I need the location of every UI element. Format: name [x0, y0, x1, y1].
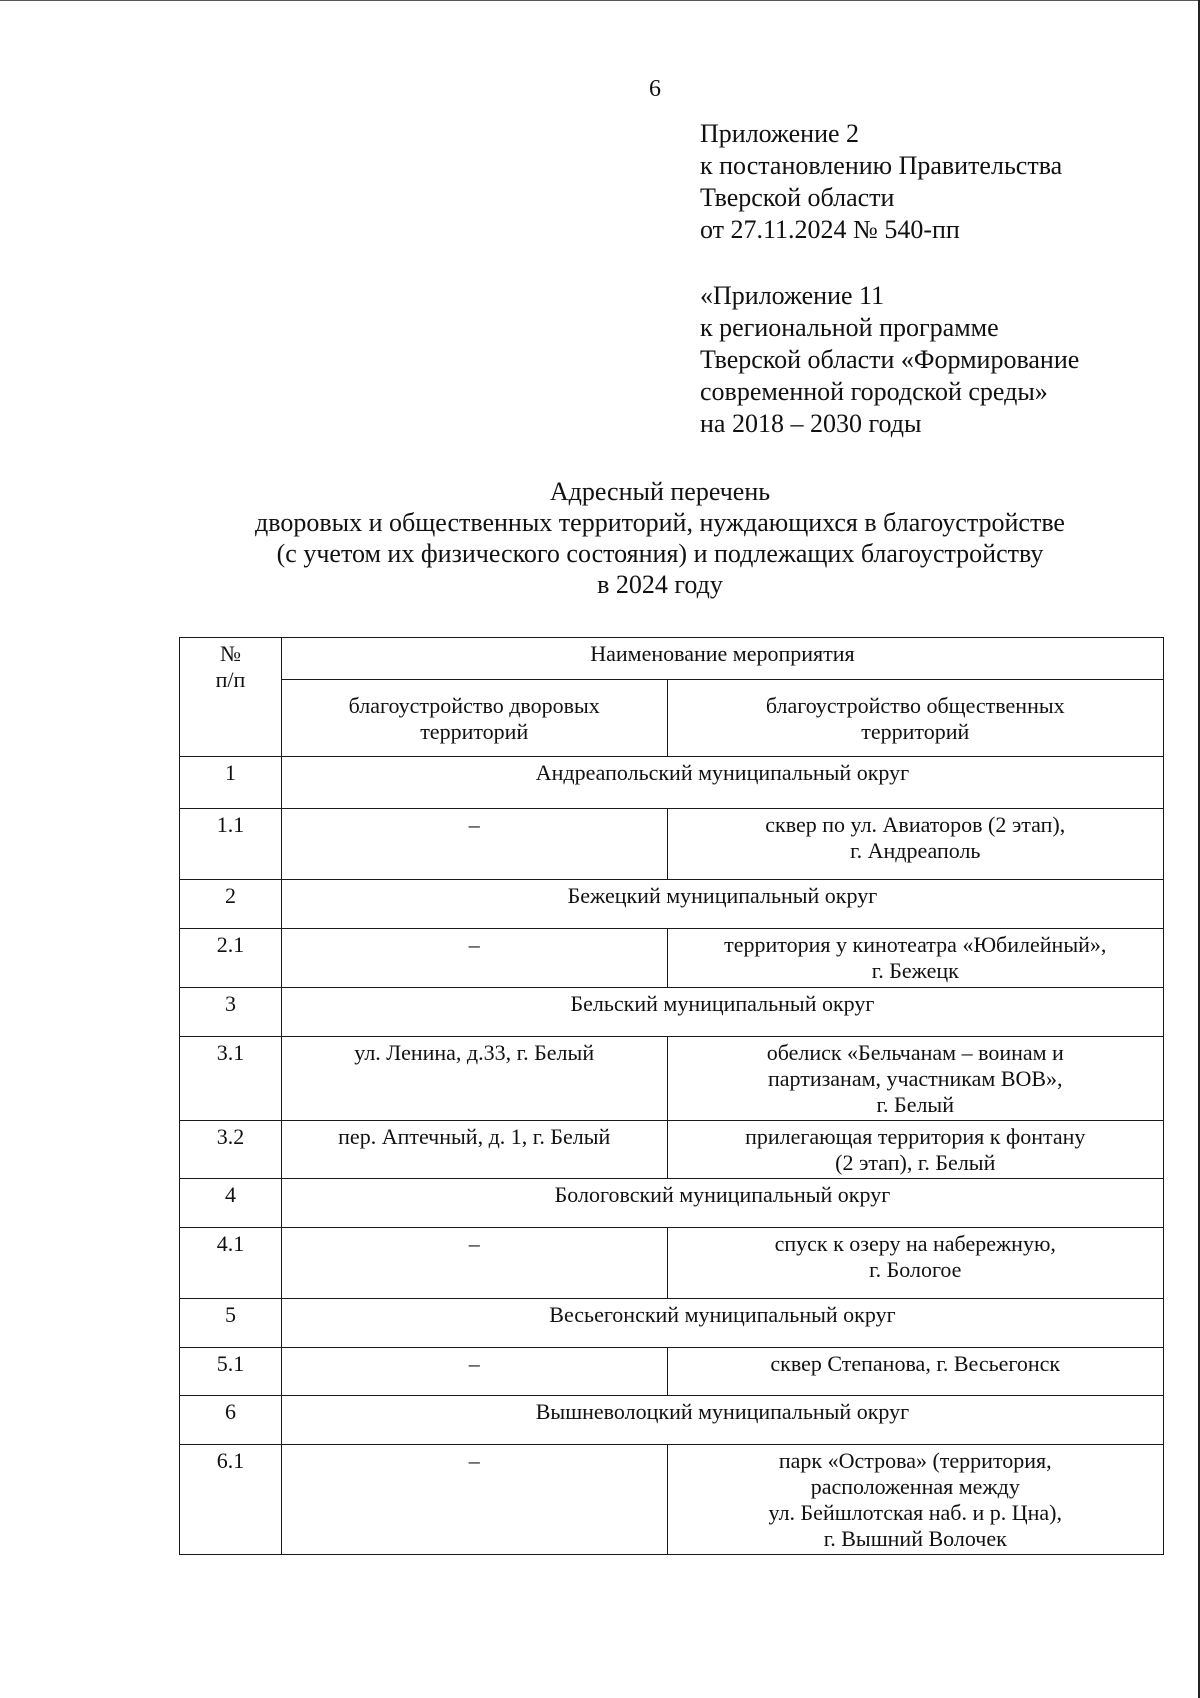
row-number-cell: 4.1: [180, 1228, 282, 1299]
table-row: [180, 929, 1164, 988]
public-territory-line: г. Белый: [876, 1092, 954, 1117]
public-territory-line: г. Бежецк: [871, 958, 959, 983]
header-yard-line: благоустройство дворовых: [348, 692, 600, 718]
appendix-line: от 27.11.2024 № 540-пп: [700, 215, 960, 244]
row-number-cell: 5: [180, 1299, 282, 1348]
yard-territory-line: –: [468, 1351, 480, 1376]
table-header-row: [180, 638, 1164, 680]
table-row: [180, 1348, 1164, 1396]
header-public-line: территорий: [861, 718, 970, 744]
district-group-row: [180, 757, 1164, 809]
program-appendix-header: [700, 280, 1079, 440]
page-number: 6: [649, 76, 661, 102]
row-number-cell: 3: [180, 988, 282, 1037]
header-num-line: №: [219, 641, 241, 666]
header-num-line: п/п: [215, 667, 246, 692]
address-list-table: [179, 637, 1164, 1555]
appendix-line: Приложение 2: [700, 119, 860, 148]
program-appendix-line: на 2018 – 2030 годы: [700, 409, 922, 438]
row-number-cell: 4: [180, 1179, 282, 1228]
row-number-cell: 6: [180, 1396, 282, 1445]
row-number-cell: 3.1: [180, 1037, 282, 1121]
title-line: в 2024 году: [597, 570, 723, 599]
row-number-cell: 2: [180, 880, 282, 929]
table-row: [180, 1228, 1164, 1299]
public-territory-line: спуск к озеру на набережную,: [774, 1231, 1056, 1256]
table-row: [180, 1445, 1164, 1555]
public-territory-line: г. Бологое: [869, 1257, 962, 1282]
public-territory-line: ул. Бейшлотская наб. и р. Цна),: [768, 1500, 1062, 1525]
row-number-cell: 2.1: [180, 929, 282, 988]
district-group-row: [180, 988, 1164, 1037]
public-territory-line: г. Вышний Волочек: [823, 1526, 1007, 1551]
yard-territory-cell: [281, 929, 667, 988]
title-line: Адресный перечень: [549, 477, 771, 506]
public-territory-line: территория у кинотеатра «Юбилейный»,: [724, 932, 1107, 957]
row-number-cell: 1.1: [180, 809, 282, 880]
district-group-row: [180, 1179, 1164, 1228]
yard-territory-line: пер. Аптечный, д. 1, г. Белый: [338, 1124, 611, 1149]
public-territory-line: сквер по ул. Авиаторов (2 этап),: [765, 812, 1066, 837]
district-name-cell: Вышневолоцкий муниципальный округ: [281, 1396, 1163, 1445]
yard-territory-cell: [281, 1037, 667, 1121]
public-territory-cell: [667, 1037, 1163, 1121]
public-territory-line: прилегающая территория к фонтану: [745, 1124, 1086, 1149]
appendix-line: к постановлению Правительства: [700, 151, 1063, 180]
yard-territory-line: ул. Ленина, д.33, г. Белый: [354, 1040, 595, 1065]
program-appendix-line: «Приложение 11: [700, 281, 885, 310]
public-territory-line: расположенная между: [810, 1474, 1020, 1499]
header-public-line: благоустройство общественных: [765, 692, 1065, 718]
yard-territory-cell: [281, 1445, 667, 1555]
yard-territory-line: –: [468, 812, 480, 837]
public-territory-cell: [667, 929, 1163, 988]
header-num-cell: [180, 638, 282, 757]
district-group-row: [180, 1299, 1164, 1348]
header-yard-line: территорий: [420, 718, 529, 744]
appendix-line: Тверской области: [700, 183, 895, 212]
program-appendix-line: к региональной программе: [700, 313, 999, 342]
yard-territory-cell: [281, 1228, 667, 1299]
title-line: дворовых и общественных территорий, нуждающихся в благоустройстве: [255, 508, 1065, 537]
district-group-row: [180, 880, 1164, 929]
public-territory-line: партизанам, участникам ВОВ»,: [767, 1066, 1063, 1091]
page-top-edge: [0, 0, 1200, 1]
district-name-cell: Бежецкий муниципальный округ: [281, 880, 1163, 929]
public-territory-cell: [667, 809, 1163, 880]
public-territory-line: (2 этап), г. Белый: [835, 1150, 996, 1175]
district-name-cell: Бологовский муниципальный округ: [281, 1179, 1163, 1228]
table-row: [180, 1121, 1164, 1179]
table-row: [180, 1037, 1164, 1121]
yard-territory-cell: [281, 809, 667, 880]
row-number-cell: 1: [180, 757, 282, 809]
public-territory-line: обелиск «Бельчанам – воинам и: [766, 1040, 1064, 1065]
yard-territory-line: –: [468, 932, 480, 957]
program-appendix-line: Тверской области «Формирование: [700, 345, 1080, 374]
row-number-cell: 5.1: [180, 1348, 282, 1396]
yard-territory-line: –: [468, 1448, 480, 1473]
public-territory-line: г. Андреаполь: [850, 838, 981, 863]
public-territory-line: парк «Острова» (территория,: [778, 1448, 1052, 1473]
table-row: [180, 809, 1164, 880]
public-territory-cell: [667, 1348, 1163, 1396]
public-territory-cell: [667, 1228, 1163, 1299]
district-name-cell: Бельский муниципальный округ: [281, 988, 1163, 1037]
header-event-cell: Наименование мероприятия: [281, 638, 1163, 680]
document-title: [160, 476, 1160, 600]
district-name-cell: Весьегонский муниципальный округ: [281, 1299, 1163, 1348]
appendix-header: [700, 118, 1062, 246]
public-territory-cell: [667, 1121, 1163, 1179]
yard-territory-cell: [281, 1121, 667, 1179]
yard-territory-cell: [281, 1348, 667, 1396]
public-territory-line: сквер Степанова, г. Весьегонск: [770, 1351, 1061, 1376]
yard-territory-line: –: [468, 1231, 480, 1256]
row-number-cell: 3.2: [180, 1121, 282, 1179]
district-group-row: [180, 1396, 1164, 1445]
table-subheader-row: [180, 680, 1164, 757]
title-line: (с учетом их физического состояния) и подлежащих благоустройству: [276, 539, 1044, 568]
public-territory-cell: [667, 1445, 1163, 1555]
district-name-cell: Андреапольский муниципальный округ: [281, 757, 1163, 809]
program-appendix-line: современной городской среды»: [700, 377, 1048, 406]
header-yard-cell: [281, 680, 667, 757]
header-public-cell: [667, 680, 1163, 757]
row-number-cell: 6.1: [180, 1445, 282, 1555]
